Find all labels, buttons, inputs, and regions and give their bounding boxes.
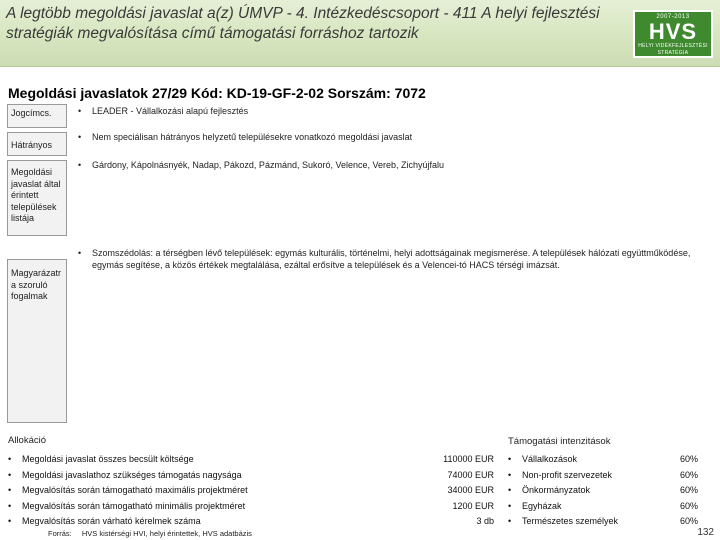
logo-top-text: 2007-2013 bbox=[656, 14, 690, 20]
allocation-label: Megoldási javaslat összes becsült költsége bbox=[22, 454, 194, 464]
page-header-title: A legtöbb megoldási javaslat a(z) ÚMVP - 4. Intézkedéscsoport - 411 A helyi fejlesztési stratégiák megvalósítása című támogatási forráshoz tartozik bbox=[6, 5, 600, 42]
allocation-value: 1200 EUR bbox=[452, 500, 494, 511]
bullet: • bbox=[8, 485, 12, 495]
allocation-list bbox=[8, 453, 498, 531]
row-text-telepulesek bbox=[78, 159, 698, 171]
allocation-value: 34000 EUR bbox=[447, 485, 494, 495]
list-item bbox=[8, 484, 498, 500]
allocation-value: 3 db bbox=[476, 516, 494, 526]
label-hatranyos: Hátrányos bbox=[7, 132, 67, 156]
label-telepulesek bbox=[7, 160, 67, 236]
list-item bbox=[508, 515, 698, 531]
intensity-value: 60% bbox=[679, 469, 698, 480]
label-jogcim: Jogcímcs. bbox=[7, 104, 67, 128]
allocation-label: Megoldási javaslathoz szükséges támogatás nagysága bbox=[22, 469, 242, 480]
label-text: Megoldási javaslat által érintett települések listája bbox=[11, 167, 61, 223]
intensity-value: 60% bbox=[679, 454, 698, 464]
intensity-label: Non-profit szervezetek bbox=[522, 469, 613, 480]
list-item bbox=[8, 453, 498, 469]
intensity-value: 60% bbox=[679, 485, 698, 495]
intensity-value: 60% bbox=[679, 500, 698, 511]
row-value: Szomszédolás: a térségben lévő települések: egymás kulturális, történelmi, helyi adottságainak megismerése. A települések hálózati együttműködése, egymás segítése, a közös értékek megtalálása, ezáltal erősítve a települések és a Velencei-tó HACS térségi imázsát. bbox=[92, 248, 691, 270]
bullet: • bbox=[78, 132, 82, 142]
label-fogalmak bbox=[7, 259, 67, 423]
row-value: Nem speciálisan hátrányos helyzetű településekre vonatkozó megoldási javaslat bbox=[92, 132, 413, 142]
allocation-title: Allokáció bbox=[8, 435, 47, 446]
page-subtitle: Megoldási javaslatok 27/29 Kód: KD-19-GF-2-02 Sorszám: 7072 bbox=[8, 85, 426, 101]
logo-sub-text: HELYI VIDÉKFEJLESZTÉSI STRATÉGIA bbox=[638, 43, 708, 56]
list-item bbox=[8, 500, 498, 516]
allocation-label: Megvalósítás során várható kérelmek száma bbox=[22, 516, 201, 526]
bullet: • bbox=[78, 106, 82, 116]
intensity-list bbox=[508, 453, 698, 531]
source-label: Forrás: bbox=[48, 529, 72, 538]
bullet: • bbox=[8, 454, 12, 464]
list-item bbox=[508, 469, 698, 485]
page-number: 132 bbox=[697, 527, 714, 538]
bullet: • bbox=[8, 469, 12, 480]
bullet: • bbox=[8, 500, 12, 511]
list-item bbox=[508, 484, 698, 500]
bullet: • bbox=[508, 516, 512, 526]
intensity-label: Természetes személyek bbox=[522, 516, 619, 526]
source-note bbox=[48, 529, 252, 538]
bullet: • bbox=[78, 160, 82, 170]
bullet: • bbox=[508, 485, 512, 495]
bullet: • bbox=[8, 516, 12, 526]
logo-main-text: HVS bbox=[648, 19, 698, 44]
intensity-value: 60% bbox=[679, 516, 698, 526]
row-text-fogalmak bbox=[78, 247, 698, 271]
list-item bbox=[8, 469, 498, 485]
row-value: Gárdony, Kápolnásnyék, Nadap, Pákozd, Pázmánd, Sukoró, Velence, Vereb, Zichyújfalu bbox=[92, 160, 445, 170]
allocation-value: 110000 EUR bbox=[443, 454, 494, 464]
header-banner bbox=[0, 0, 720, 67]
row-value: LEADER - Vállalkozási alapú fejlesztés bbox=[92, 106, 249, 116]
row-text-hatranyos bbox=[78, 131, 698, 143]
intensity-label: Önkormányzatok bbox=[522, 485, 591, 495]
list-item bbox=[508, 500, 698, 516]
allocation-label: Megvalósítás során támogatható maximális projektméret bbox=[22, 485, 248, 495]
row-text-jogcim bbox=[78, 105, 698, 117]
bullet: • bbox=[508, 454, 512, 464]
hvs-logo bbox=[633, 10, 713, 58]
intensity-title: Támogatási intenzitások bbox=[508, 436, 611, 447]
source-text: HVS kistérségi HVI, helyi érintettek, HVS adatbázis bbox=[81, 529, 252, 538]
bullet: • bbox=[508, 469, 512, 480]
bullet: • bbox=[78, 248, 82, 258]
bullet: • bbox=[508, 500, 512, 511]
list-item bbox=[508, 453, 698, 469]
allocation-label: Megvalósítás során támogatható minimális projektméret bbox=[22, 500, 246, 511]
allocation-value: 74000 EUR bbox=[447, 469, 494, 480]
label-text: Magyarázatra szoruló fogalmak bbox=[11, 268, 62, 301]
intensity-label: Vállalkozások bbox=[522, 454, 578, 464]
intensity-label: Egyházak bbox=[522, 500, 562, 511]
